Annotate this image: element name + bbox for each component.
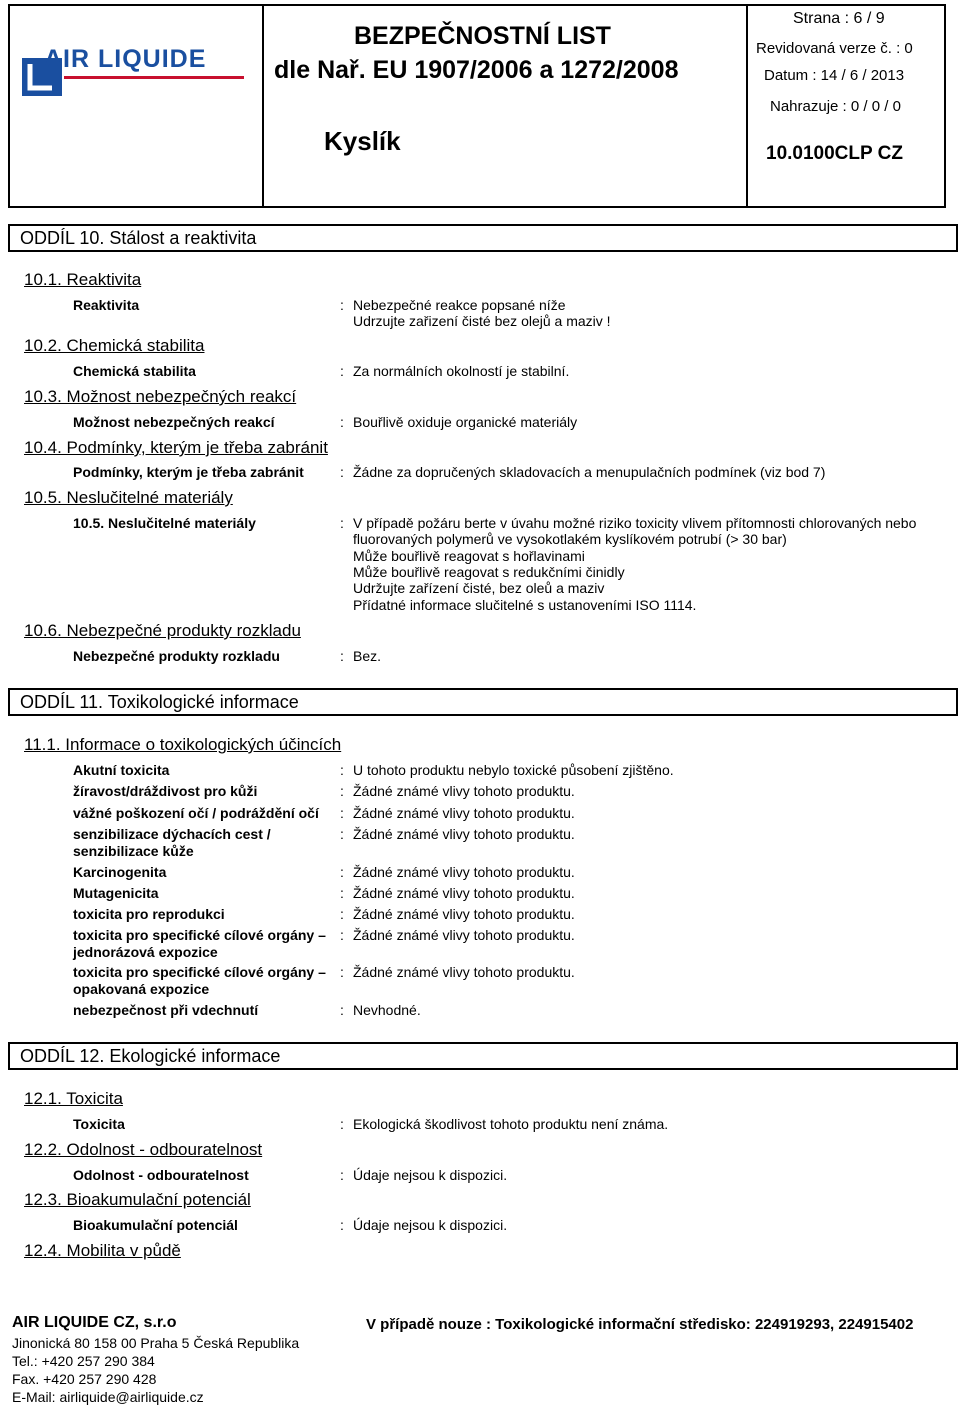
header-divider <box>746 6 748 206</box>
tox-value: U tohoto produktu nebylo toxické působení zjištěno. <box>353 762 674 778</box>
field-value: fluorovaných polymerů ve vysokotlakém kyslíkovém potrubí (> 30 bar) <box>353 531 787 547</box>
tox-label: toxicita pro reprodukci <box>73 906 225 922</box>
field-value: Udrzujte zařizení čisté bez olejů a maziv ! <box>353 313 611 329</box>
footer-emergency: V případě nouze : Toxikologické informační středisko: 224919293, 224915402 <box>366 1316 914 1333</box>
field-value: Za normálních okolností je stabilní. <box>353 363 570 379</box>
tox-value: Nevhodné. <box>353 1002 421 1018</box>
section-10-title: ODDÍL 10. Stálost a reaktivita <box>8 224 958 252</box>
subsection-heading: 10.5. Neslučitelné materiály <box>24 488 233 507</box>
field-value: Údaje nejsou k dispozici. <box>353 1217 508 1233</box>
tox-value: Žádné známé vlivy tohoto produktu. <box>353 885 575 901</box>
field-label: Nebezpečné produkty rozkladu <box>73 648 280 664</box>
footer-fax: Fax. +420 257 290 428 <box>12 1371 157 1387</box>
tox-label: žíravost/dráždivost pro kůži <box>73 783 258 799</box>
colon: : <box>340 464 344 480</box>
revision: Revidovaná verze č. : 0 <box>756 40 913 57</box>
tox-label: vážné poškození očí / podráždění očí <box>73 805 319 821</box>
footer-email: E-Mail: airliquide@airliquide.cz <box>12 1389 204 1405</box>
product-name: Kyslík <box>324 126 401 156</box>
field-label: Možnost nebezpečných reakcí <box>73 414 275 430</box>
tox-value: Žádné známé vlivy tohoto produktu. <box>353 906 575 922</box>
brand-logo-text: AIR LIQUIDE <box>44 45 207 73</box>
tox-label: toxicita pro specifické cílové orgány – jednorázová expozice <box>73 927 326 960</box>
date: Datum : 14 / 6 / 2013 <box>764 67 905 84</box>
field-label: Podmínky, kterým je třeba zabránit <box>73 464 304 480</box>
tox-label: Karcinogenita <box>73 864 167 880</box>
field-label: Chemická stabilita <box>73 363 196 379</box>
colon: : <box>340 885 344 901</box>
field-value: Ekologická škodlivost tohoto produktu není známa. <box>353 1116 669 1132</box>
tox-value: Žádné známé vlivy tohoto produktu. <box>353 783 575 799</box>
tox-value: Žádné známé vlivy tohoto produktu. <box>353 805 575 821</box>
subsection-heading: 11.1. Informace o toxikologických účincích <box>24 735 342 754</box>
subsection-heading: 10.1. Reaktivita <box>24 270 142 289</box>
tox-value: Žádné známé vlivy tohoto produktu. <box>353 927 575 943</box>
colon: : <box>340 826 344 842</box>
colon: : <box>340 762 344 778</box>
field-value: Přídatné informace slučitelné s ustanoveními ISO 1114. <box>353 597 697 613</box>
subsection-heading: 12.1. Toxicita <box>24 1089 123 1108</box>
colon: : <box>340 1002 344 1018</box>
subsection-heading: 10.3. Možnost nebezpečných reakcí <box>24 387 297 406</box>
subsection-heading: 10.6. Nebezpečné produkty rozkladu <box>24 621 301 640</box>
field-label: Odolnost - odbouratelnost <box>73 1167 249 1183</box>
colon: : <box>340 1116 344 1132</box>
colon: : <box>340 363 344 379</box>
colon: : <box>340 906 344 922</box>
field-label: Reaktivita <box>73 297 140 313</box>
doc-title: BEZPEČNOSTNÍ LIST <box>354 22 611 50</box>
tox-value: Žádné známé vlivy tohoto produktu. <box>353 864 575 880</box>
colon: : <box>340 648 344 664</box>
product-code: 10.0100CLP CZ <box>766 143 903 164</box>
subsection-heading: 12.2. Odolnost - odbouratelnost <box>24 1140 263 1159</box>
tox-label: nebezpečnost při vdechnutí <box>73 1002 259 1018</box>
field-value: Může bouřlivě reagovat s redukčními činidly <box>353 564 625 580</box>
logo-underline <box>64 76 244 79</box>
field-value: Bez. <box>353 648 382 664</box>
field-value: Může bouřlivě reagovat s hořlavinami <box>353 548 585 564</box>
tox-label: Akutní toxicita <box>73 762 170 778</box>
field-value: Nebezpečné reakce popsané níže <box>353 297 566 313</box>
subsection-heading: 10.2. Chemická stabilita <box>24 336 205 355</box>
header-divider <box>262 6 264 206</box>
field-label: Toxicita <box>73 1116 125 1132</box>
tox-value: Žádné známé vlivy tohoto produktu. <box>353 826 575 842</box>
tox-value: Žádné známé vlivy tohoto produktu. <box>353 964 575 980</box>
colon: : <box>340 927 344 943</box>
colon: : <box>340 1167 344 1183</box>
footer-tel: Tel.: +420 257 290 384 <box>12 1353 155 1369</box>
section-11-title: ODDÍL 11. Toxikologické informace <box>8 688 958 716</box>
colon: : <box>340 515 344 531</box>
tox-label: Mutagenicita <box>73 885 159 901</box>
colon: : <box>340 783 344 799</box>
field-value: Údaje nejsou k dispozici. <box>353 1167 508 1183</box>
field-value: Bouřlivě oxiduje organické materiály <box>353 414 578 430</box>
subsection-heading: 12.3. Bioakumulační potenciál <box>24 1190 251 1209</box>
subsection-heading: 12.4. Mobilita v půdě <box>24 1241 181 1260</box>
field-label: Bioakumulační potenciál <box>73 1217 238 1233</box>
colon: : <box>340 805 344 821</box>
subsection-heading: 10.4. Podmínky, kterým je třeba zabránit <box>24 438 328 457</box>
page-number: Strana : 6 / 9 <box>793 10 885 27</box>
section-12-title: ODDÍL 12. Ekologické informace <box>8 1042 958 1070</box>
colon: : <box>340 1217 344 1233</box>
field-label: 10.5. Neslučitelné materiály <box>73 515 256 531</box>
footer-address: Jinonická 80 158 00 Praha 5 Česká Republika <box>12 1335 300 1351</box>
colon: : <box>340 297 344 313</box>
replaces: Nahrazuje : 0 / 0 / 0 <box>770 98 901 115</box>
tox-label: toxicita pro specifické cílové orgány – opakovaná expozice <box>73 964 326 997</box>
colon: : <box>340 964 344 980</box>
field-value: Žádne za dopručených skladovacích a menupulačních podmínek (viz bod 7) <box>353 464 826 480</box>
tox-label: senzibilizace dýchacích cest / senzibilizace kůže <box>73 826 271 859</box>
colon: : <box>340 864 344 880</box>
doc-regulation: dle Nař. EU 1907/2006 a 1272/2008 <box>274 56 679 84</box>
footer-company: AIR LIQUIDE CZ, s.r.o <box>12 1314 177 1331</box>
colon: : <box>340 414 344 430</box>
field-value: V případě požáru berte v úvahu možné riziko toxicity vlivem přítomnosti chlorovaných nebo <box>353 515 917 531</box>
field-value: Udržujte zařízení čisté, bez oleů a maziv <box>353 580 605 596</box>
